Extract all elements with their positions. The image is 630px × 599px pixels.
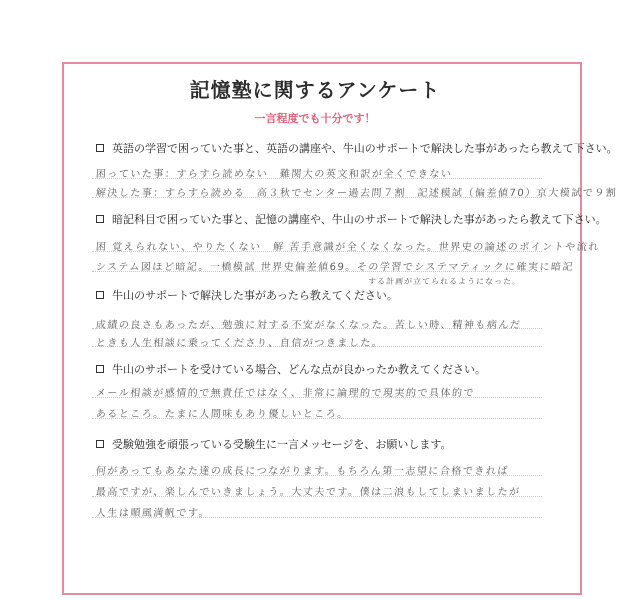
- question-2: [96, 211, 607, 227]
- checkbox-icon: [96, 365, 104, 373]
- question-4-text: 牛山のサポートを受けている場合、どんな点が良かったか教えてください。: [112, 363, 486, 376]
- answer-5-line-3: 人生は順風満帆です。: [95, 508, 211, 519]
- question-4: [96, 361, 486, 377]
- answer-1-line-1: 困っていた事：すらすら読めない 難関大の英文和訳が全くできない: [95, 169, 453, 180]
- answer-4-line-2: あるところ。たまに人間味もあり優しいところ。: [95, 409, 350, 420]
- answer-2-line-3: する計画が立てられるようになった。: [367, 277, 522, 286]
- question-1-text: 英語の学習で困っていた事と、英語の講座や、牛山のサポートで解決した事があったら教えて下さい。: [112, 142, 618, 155]
- checkbox-icon: [96, 215, 104, 223]
- answer-5-line-1: 何があってもあなた達の成長につながります。もちろん第一志望に合格できれば: [95, 466, 510, 477]
- checkbox-icon: [96, 440, 104, 448]
- question-3: [96, 287, 398, 303]
- answer-2-line-1: 困 覚えられない、やりたくない 解 苦手意識が全くなくなった。世界史の論述のポイントや流れ: [95, 242, 601, 253]
- checkbox-icon: [96, 144, 104, 152]
- survey-subtitle: 一言程度でも十分です！: [254, 112, 376, 125]
- answer-3-line-2: ときも人生相談に乗ってくださり、自信がつきました。: [95, 338, 384, 349]
- answer-3-line-1: 成績の良さもあったが、勉強に対する不安がなくなった。苦しい時、精神も病んだ: [95, 320, 522, 331]
- answer-2-line-2: システム図ほど暗記。一橋模試 世界史偏差値69。その学習でシステマティックに確実に暗記: [95, 262, 575, 273]
- question-1: [96, 140, 618, 156]
- question-2-text: 暗記科目で困っていた事と、記憶の講座や、牛山のサポートで解決した事があったら教えて下さい。: [112, 213, 607, 226]
- question-5: [96, 436, 451, 452]
- answer-5-line-2: 最高ですが、楽しんでいきましょう。大丈夫です。僕は二浪もしてしまいましたが: [95, 487, 521, 498]
- survey-title: 記憶塾に関するアンケート: [189, 78, 441, 102]
- question-5-text: 受験勉強を頑張っている受験生に一言メッセージを、お願いします。: [112, 438, 452, 451]
- answer-1-line-2: 解決した事：すらすら読める 高３秋でセンター過去問７割 記述模試（偏差値70）京大模試で９割: [95, 188, 618, 199]
- checkbox-icon: [96, 291, 104, 299]
- question-3-text: 牛山のサポートで解決した事があったら教えてください。: [112, 289, 398, 302]
- answer-4-line-1: メール相談が感情的で無責任ではなく、非常に論理的で現実的で具体的で: [95, 388, 476, 399]
